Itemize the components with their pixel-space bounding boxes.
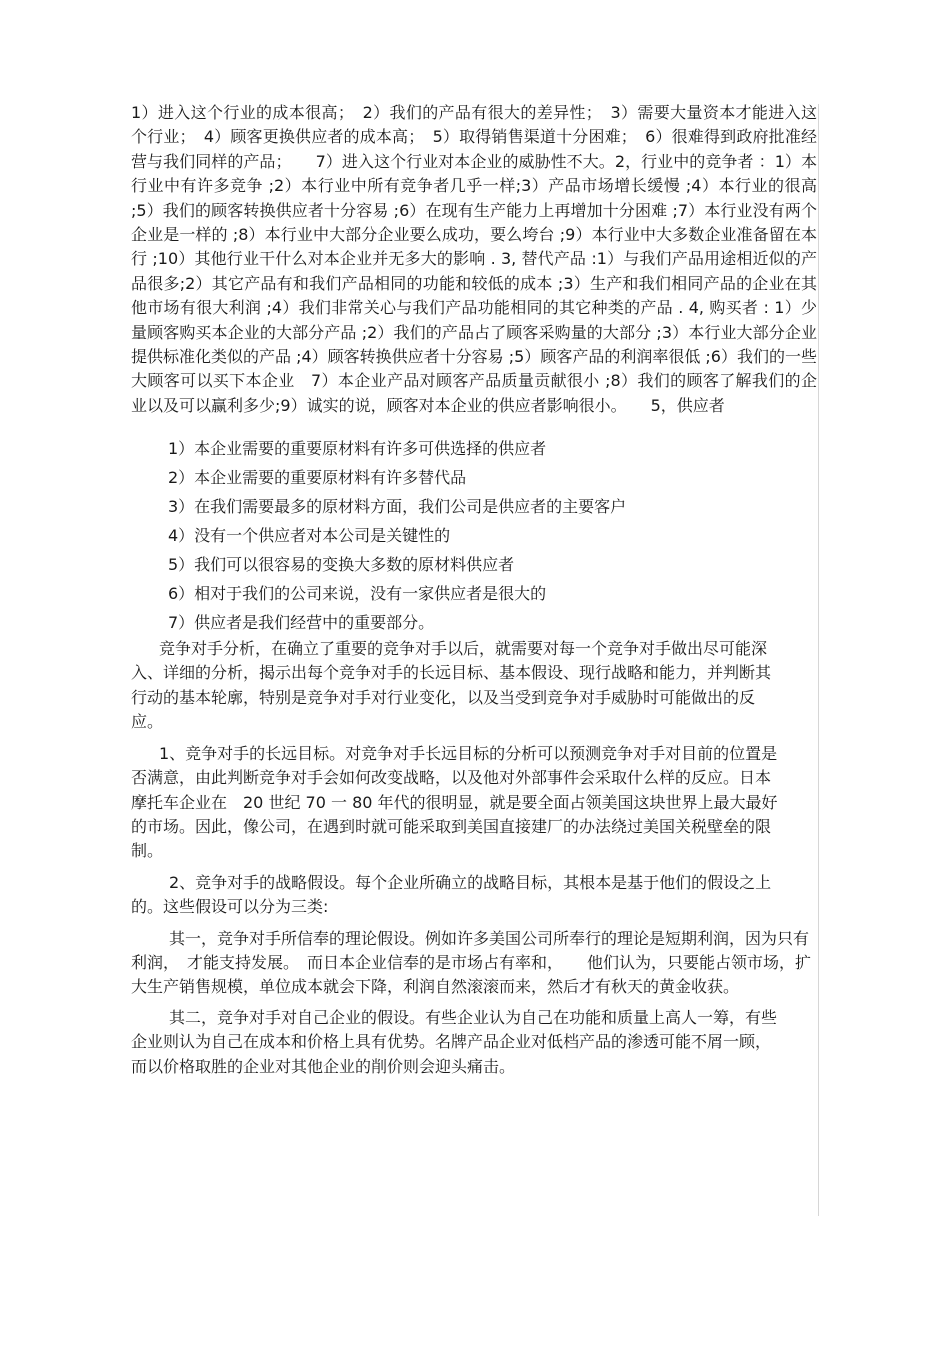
document-body — [131, 101, 817, 1079]
list-item: 2）本企业需要的重要原材料有许多替代品 — [168, 468, 467, 488]
paragraph-theory-assumption: 其一，竞争对手所信奉的理论假设。例如许多美国公司所奉行的理论是短期利润，因为只有利润， 才能支持发展。 而日本企业信奉的是市场占有率和， 他们认为，只要能占领市场，扩大生产销售规模，单位成本就会下降，利润自然滚滚而来，然后才有秋天的黄金收获。 — [131, 928, 812, 996]
paragraph-strategic-assumptions: 2、竞争对手的战略假设。每个企业所确立的战略目标，其根本是基于他们的假设之上的。这些假设可以分为三类: — [131, 873, 772, 917]
list-item: 6）相对于我们的公司来说，没有一家供应者是很大的 — [168, 584, 547, 604]
paragraph-competitor-analysis: 竞争对手分析，在确立了重要的竞争对手以后，就需要对每一个竞争对手做出尽可能深入、详细的分析，揭示出每个竞争对手的长远目标、基本假设、现行战略和能力，并判断其行动的基本轮廓，特别是竞争对手对行业变化，以及当受到竞争对手威胁时可能做出的反应。 — [131, 639, 772, 731]
list-item: 4）没有一个供应者对本公司是关键性的 — [168, 526, 451, 546]
page-edge-line — [818, 104, 819, 1216]
paragraph-self-assumption: 其二，竞争对手对自己企业的假设。有些企业认为自己在功能和质量上高人一筹，有些企业则认为自己在成本和价格上具有优势。名牌产品企业对低档产品的渗透可能不屑一顾，而以价格取胜的企业对其他企业的削价则会迎头痛击。 — [131, 1008, 778, 1076]
paragraph-long-term-goals: 1、竞争对手的长远目标。对竞争对手长远目标的分析可以预测竞争对手对目前的位置是否满意，由此判断竞争对手会如何改变战略，以及他对外部事件会采取什么样的反应。日本摩托车企业在 20 世纪 70 一 80 年代的很明显，就是要全面占领美国这块世界上最大最好的市场。因此，像公司，在遇到时就可能采取到美国直接建厂的办法绕过美国关税壁垒的限制。 — [131, 744, 778, 860]
list-item: 3）在我们需要最多的原材料方面，我们公司是供应者的主要客户 — [168, 497, 627, 517]
intro-block: 1）进入这个行业的成本很高； 2）我们的产品有很大的差异性； 3）需要大量资本才能进入这个行业； 4）顾客更换供应者的成本高； 5）取得销售渠道十分困难； 6）很难得到政府批准经营与我们同样的产品； 7）进入这个行业对本企业的威胁性不大。2，行业中的竞争者 ：1）本行业中有许多竞争 ;2）本行业中所有竞争者几乎一样;3）产品市场增长缓慢 ;4）本行业的很高 ;5）我们的顾客转换供应者十分容易 ;6）在现有生产能力上再增加十分困难 ;7）本行业没有两个企业是一样的 ;8）本行业中大部分企业要么成功，要么垮台 ;9）本行业中大多数企业准备留在本行 ;10）其他行业干什么对本企业并无多大的影响 . 3, 替代产品 :1）与我们产品用途相近似的产品很多;2）其它产品有和我们产品相同的功能和较低的成本 ;3）生产和我们相同产品的企业在其他市场有很大利润 ;4）我们非常关心与我们产品功能相同的其它种类的产品 . 4, 购买者 : 1）少量顾客购买本企业的大部分产品 ;2）我们的产品占了顾客采购量的大部分 ;3）本行业大部分企业提供标准化类似的产品 ;4）顾客转换供应者十分容易 ;5）顾客产品的利润率很低 ;6）我们的一些大顾客可以买下本企业 7）本企业产品对顾客产品质量贡献很小 ;8）我们的顾客了解我们的企业以及可以赢利多少;9）诚实的说，顾客对本企业的供应者影响很小。 5，供应者 — [131, 103, 817, 415]
list-item: 5）我们可以很容易的变换大多数的原材料供应者 — [168, 555, 515, 575]
list-item: 1）本企业需要的重要原材料有许多可供选择的供应者 — [168, 439, 547, 459]
list-item: 7）供应者是我们经营中的重要部分。 — [168, 613, 435, 633]
supplier-list — [131, 434, 817, 637]
